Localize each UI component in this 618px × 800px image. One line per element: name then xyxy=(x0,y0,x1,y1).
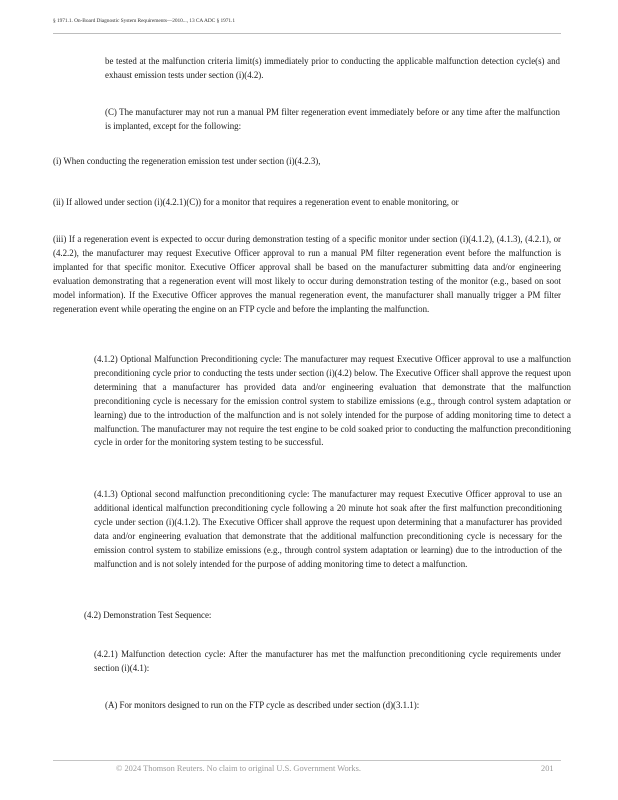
paragraph-continuation: be tested at the malfunction criteria limit(s) immediately prior to conducting the applicable malfunction detection cycle(s) and exhaust emission tests under section (i)(4.2). xyxy=(105,56,560,80)
footer-copyright: © 2024 Thomson Reuters. No claim to original U.S. Government Works. xyxy=(116,764,361,773)
page-number: 201 xyxy=(541,764,554,773)
running-header: § 1971.1. On-Board Diagnostic System Requirements—2010..., 13 CA ADC § 1971.1 xyxy=(53,18,235,24)
paragraph-4-1-3: (4.1.3) Optional second malfunction preconditioning cycle: The manufacturer may request Executive Officer approval to use an additional identical malfunction preconditioning cycle following a 20 minute hot soak after the first malfunction preconditioning cycle under section (i)(4.1.2). The Executive Officer shall approve the request upon determining that a manufacturer has provided data and/or engineering evaluation that demonstrate that the additional malfunction preconditioning cycle is necessary for the emission control system to stabilize emissions (e.g., through control system adaptation or learning) due to the introduction of the malfunction and is not solely intended for the purpose of adding monitoring time to detect a malfunction. xyxy=(94,489,562,569)
paragraph-a-ftp-monitors: (A) For monitors designed to run on the FTP cycle as described under section (d)(3.1.1): xyxy=(105,700,420,710)
paragraph-4-1-2: (4.1.2) Optional Malfunction Preconditioning cycle: The manufacturer may request Executive Officer approval to use a malfunction preconditioning cycle prior to conducting the tests under section (i)(4.2) below. The Executive Officer shall approve the request upon determining that a manufacturer has provided data and/or engineering evaluation that demonstrate that the malfunction preconditioning cycle is necessary for the emission control system to stabilize emissions (e.g., through control system adaptation or learning) due to the introduction of the malfunction and is not solely intended for the purpose of adding monitoring time to detect a malfunction. The manufacturer may not require the test engine to be cold soaked prior to conducting the malfunction preconditioning cycle in order for the monitoring system testing to be successful. xyxy=(94,354,571,448)
paragraph-iii-regen-event: (iii) If a regeneration event is expected to occur during demonstration testing of a specific monitor under section (i)(4.1.2), (4.1.3), (4.2.1), or (4.2.2), the manufacturer may request Executive Officer approval to run a manual PM filter regeneration event before the malfunction is implanted for that specific monitor. Executive Officer approval shall be based on the manufacturer submitting data and/or engineering evaluation demonstrating that a regeneration event will most likely to occur during demonstration testing of the monitor (e.g., based on soot model information). If the Executive Officer approves the manual regeneration event, the manufacturer shall manually trigger a PM filter regeneration event while operating the engine on an FTP cycle and before the implanting the malfunction. xyxy=(53,234,561,314)
header-divider xyxy=(53,33,561,34)
paragraph-ii-monitor: (ii) If allowed under section (i)(4.2.1)(C)) for a monitor that requires a regeneration event to enable monitoring, or xyxy=(53,197,459,207)
paragraph-4-2-heading: (4.2) Demonstration Test Sequence: xyxy=(84,610,212,620)
paragraph-i-regen-test: (i) When conducting the regeneration emission test under section (i)(4.2.3), xyxy=(53,156,321,166)
paragraph-c-manual-regen: (C) The manufacturer may not run a manual PM filter regeneration event immediately before or any time after the malfunction is implanted, except for the following: xyxy=(105,107,560,131)
footer-divider xyxy=(53,760,561,761)
paragraph-4-2-1: (4.2.1) Malfunction detection cycle: After the manufacturer has met the malfunction preconditioning cycle requirements under section (i)(4.1): xyxy=(94,649,561,673)
